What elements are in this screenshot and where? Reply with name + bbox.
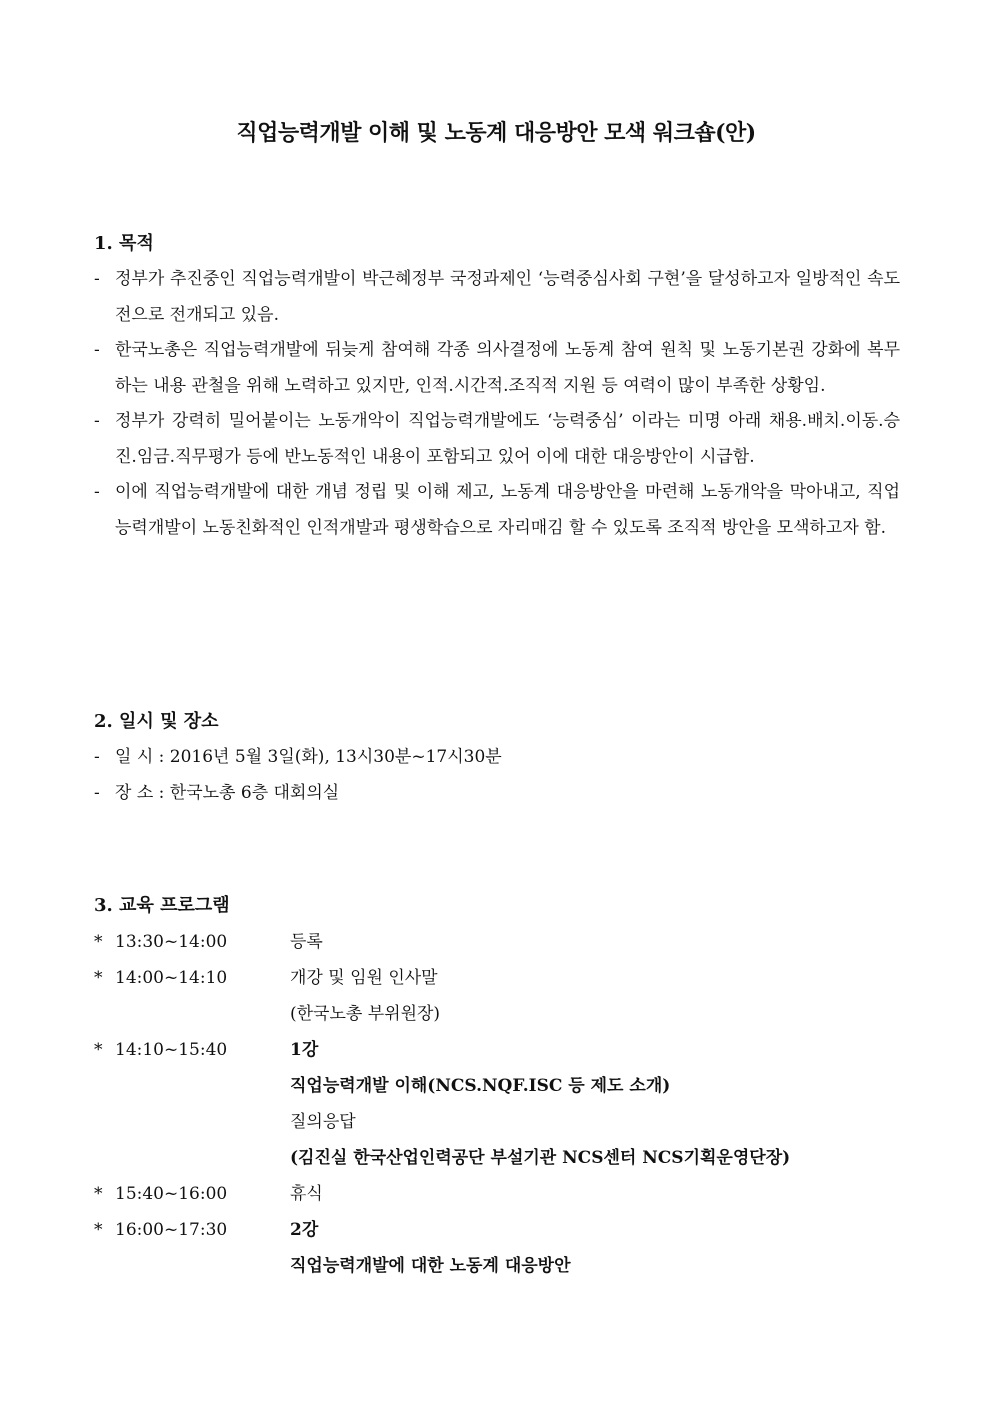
program-time-cell (94, 1212, 290, 1248)
schedule-heading: 2. 일시 및 장소 (94, 711, 219, 732)
purpose-bullet-text: 이에 직업능력개발에 대한 개념 정립 및 이해 제고, 노동계 대응방안을 마련해 노동개악을 막아내고, 직업능력개발이 노동친화적인 인적개발과 평생학습으로 자리매김 할 수 있도록 조직적 방안을 모색하고자 함. (115, 482, 900, 538)
program-desc: 개강 및 임원 인사말 (290, 968, 438, 988)
place-row (94, 775, 900, 811)
dash-marker: - (94, 783, 100, 803)
program-row (94, 1032, 900, 1068)
program-desc: 휴식 (290, 1184, 323, 1204)
program-time-cell (94, 1140, 290, 1176)
dash-marker: - (94, 747, 100, 767)
program-time-cell (94, 1104, 290, 1140)
program-row (94, 1176, 900, 1212)
dash-marker: - (94, 269, 100, 289)
purpose-bullet (94, 475, 900, 546)
dash-marker: - (94, 482, 100, 502)
date-text: 일 시 : 2016년 5월 3일(화), 13시30분~17시30분 (115, 747, 502, 767)
dash-marker: - (94, 411, 100, 431)
asterisk-marker: * (94, 1220, 103, 1240)
asterisk-marker: * (94, 1184, 103, 1204)
program-row (94, 924, 900, 960)
program-desc: 직업능력개발 이해(NCS.NQF.ISC 등 제도 소개) (290, 1076, 671, 1096)
program-heading: 3. 교육 프로그램 (94, 895, 230, 916)
document-title: 직업능력개발 이해 및 노동계 대응방안 모색 워크숍(안) (236, 120, 756, 146)
program-desc: 2강 (290, 1220, 319, 1240)
program-row (94, 1212, 900, 1248)
program-row (94, 960, 900, 996)
program-section (94, 889, 900, 1284)
asterisk-marker: * (94, 932, 103, 952)
purpose-bullet-text: 정부가 강력히 밀어붙이는 노동개악이 직업능력개발에도 ‘능력중심’ 이라는 미명 아래 채용.배치.이동.승진.임금.직무평가 등에 반노동적인 내용이 포함되고 있어 이에 대한 대응방안이 시급함. (115, 411, 900, 467)
program-time: 16:00~17:30 (115, 1220, 228, 1240)
program-desc: 직업능력개발에 대한 노동계 대응방안 (290, 1256, 571, 1276)
purpose-bullet-text: 정부가 추진중인 직업능력개발이 박근혜정부 국정과제인 ‘능력중심사회 구현’을 달성하고자 일방적인 속도전으로 전개되고 있음. (115, 269, 900, 325)
asterisk-marker: * (94, 968, 103, 988)
program-time-cell (94, 924, 290, 960)
program-desc: (김진실 한국산업인력공단 부설기관 NCS센터 NCS기획운영단장) (290, 1148, 791, 1168)
purpose-bullet-text: 한국노총은 직업능력개발에 뒤늦게 참여해 각종 의사결정에 노동계 참여 원칙 및 노동기본권 강화에 복무하는 내용 관철을 위해 노력하고 있지만, 인적.시간적.조직적 지원 등 여력이 많이 부족한 상황임. (115, 340, 900, 396)
purpose-bullet (94, 262, 900, 333)
program-desc: (한국노총 부위원장) (290, 1004, 441, 1024)
date-row (94, 739, 900, 775)
program-time: 14:00~14:10 (115, 968, 228, 988)
program-time-cell (94, 1068, 290, 1104)
program-time: 14:10~15:40 (115, 1040, 228, 1060)
program-row (94, 1140, 900, 1176)
program-time: 15:40~16:00 (115, 1184, 228, 1204)
program-row (94, 996, 900, 1032)
program-time: 13:30~14:00 (115, 932, 228, 952)
place-text: 장 소 : 한국노총 6층 대회의실 (115, 783, 340, 803)
program-row (94, 1248, 900, 1284)
program-time-cell (94, 1248, 290, 1284)
program-row (94, 1104, 900, 1140)
program-time-cell (94, 960, 290, 996)
program-desc: 질의응답 (290, 1112, 356, 1132)
program-row (94, 1068, 900, 1104)
program-desc: 1강 (290, 1040, 319, 1060)
purpose-bullet (94, 333, 900, 404)
purpose-heading: 1. 목적 (94, 233, 154, 254)
program-time-cell (94, 1032, 290, 1068)
purpose-bullet (94, 404, 900, 475)
program-time-cell (94, 1176, 290, 1212)
dash-marker: - (94, 340, 100, 360)
asterisk-marker: * (94, 1040, 103, 1060)
program-desc: 등록 (290, 932, 323, 952)
program-time-cell (94, 996, 290, 1032)
schedule-section (94, 705, 900, 811)
purpose-section (94, 227, 900, 546)
